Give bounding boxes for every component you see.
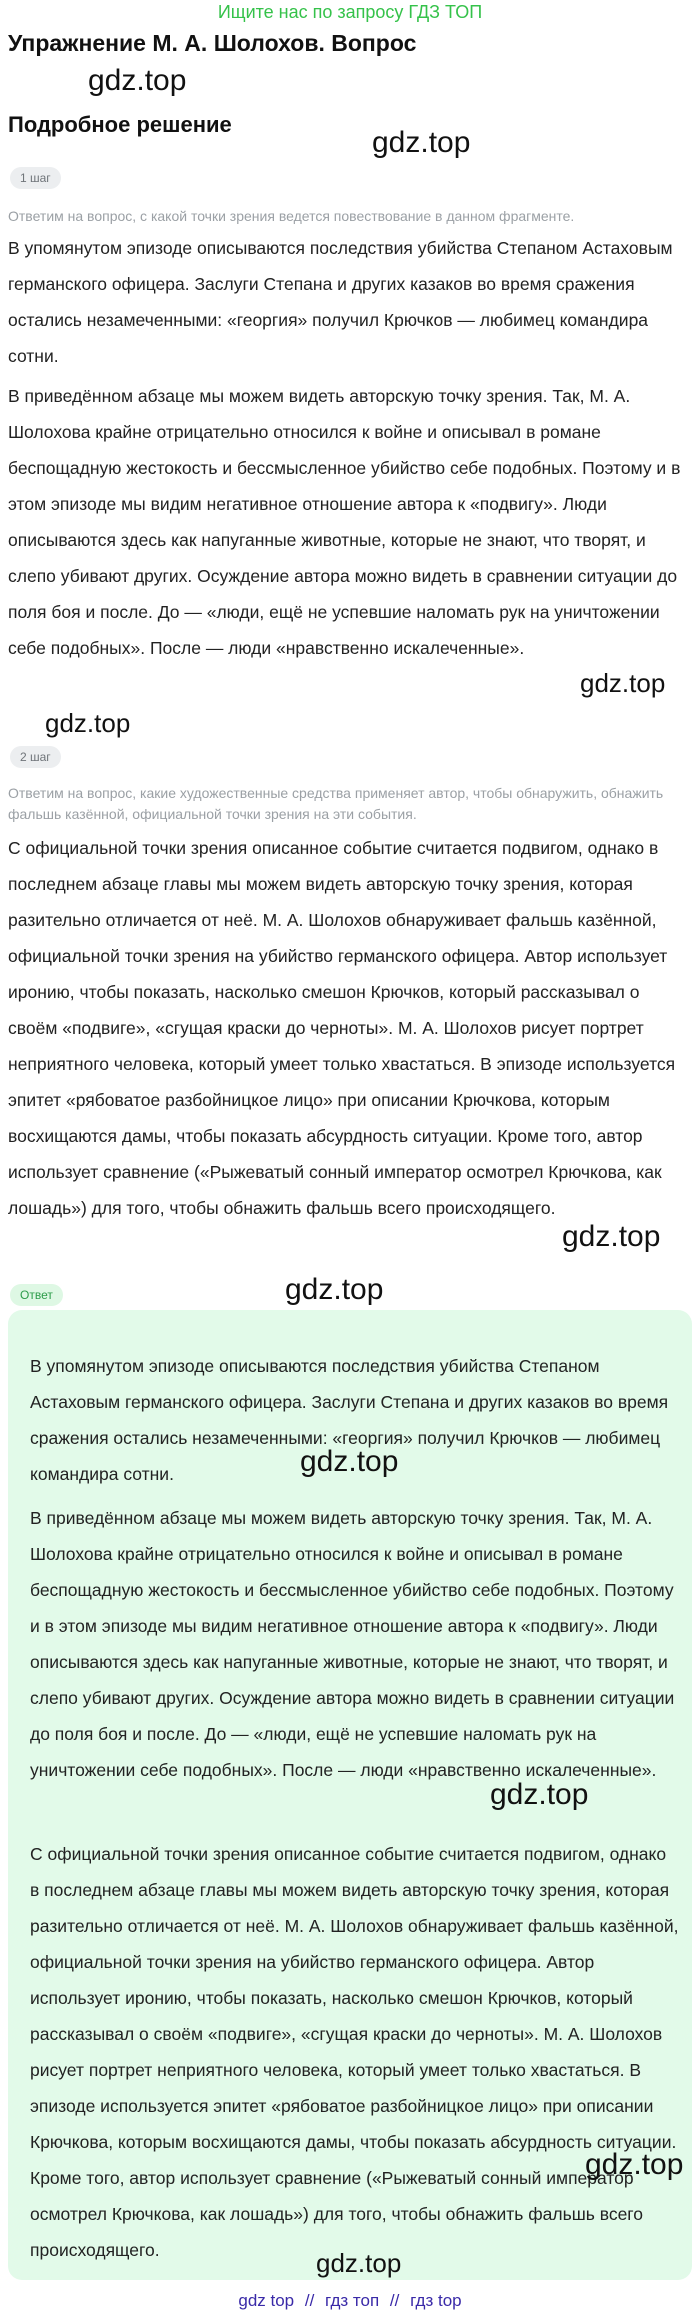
watermark: gdz.top — [372, 126, 471, 159]
section-heading: Подробное решение — [8, 112, 232, 137]
answer-paragraph: В приведённом абзаце мы можем видеть авторскую точку зрения. Так, М. А. Шолохова крайне отрицательно относился к войне и описывал в романе беспощадную жестокость и бессмысленное убийство себе подобных. Поэтому и в этом эпизоде мы видим негативное отношение автора к «подвигу». Люди описываются здесь как напуганные животные, которые не знают, что творят, и слепо убивают других. Осуждение автора можно видеть в сравнении ситуации до поля боя и после. До — «люди, ещё не успевшие наломать рук на уничтожении себе подобных». После — люди «нравственно искалеченные». — [30, 1508, 675, 1780]
watermark: gdz.top — [285, 1273, 384, 1306]
footer-link[interactable]: гдз топ — [325, 2291, 380, 2310]
watermark: gdz.top — [562, 1220, 661, 1253]
answer-badge: Ответ — [10, 1284, 63, 1306]
footer-link[interactable]: гдз top — [410, 2291, 462, 2310]
step-paragraph: В приведённом абзаце мы можем видеть авторскую точку зрения. Так, М. А. Шолохова крайне отрицательно относился к войне и описывал в романе беспощадную жестокость и бессмысленное убийство себе подобных. Поэтому и в этом эпизоде мы видим негативное отношение автора к «подвигу». Люди описываются здесь как напуганные животные, которые не знают, что творят, и слепо убивают других. Осуждение автора можно видеть в сравнении ситуации до поля боя и после. До — «люди, ещё не успевшие наломать рук на уничтожении себе подобных». После — люди «нравственно искалеченные». — [8, 386, 681, 658]
step-badge: 2 шаг — [10, 746, 61, 768]
watermark: gdz.top — [300, 1445, 399, 1478]
step-badge: 1 шаг — [10, 167, 61, 189]
step-question: Ответим на вопрос, с какой точки зрения ведется повествование в данном фрагменте. — [8, 208, 575, 224]
step-paragraph: В упомянутом эпизоде описываются последствия убийства Степаном Астаховым германского офицера. Заслуги Степана и других казаков во время сражения остались незамеченными: «георгия» получил Крючков — любимец командира сотни. — [8, 238, 673, 366]
search-banner: Ищите нас по запросу ГДЗ ТОП — [217, 2, 483, 22]
watermark: gdz.top — [580, 668, 666, 698]
watermark: gdz.top — [316, 2248, 402, 2278]
footer-separator: // — [389, 2291, 400, 2310]
step-paragraph: С официальной точки зрения описанное событие считается подвигом, однако в последнем абзаце главы мы можем видеть авторскую точку зрения, которая разительно отличается от неё. М. А. Шолохов обнаруживает фальшь казённой, официальной точки зрения на убийство германского офицера. Автор использует иронию, чтобы показать, насколько смешон Крючков, который рассказывал о своём «подвиге», «сгущая краски до черноты». М. А. Шолохов рисует портрет неприятного человека, который умеет только хвастаться. В эпизоде используется эпитет «рябоватое разбойницкое лицо» при описании Крючкова, которым восхищаются дамы, чтобы показать абсурдность ситуации. Кроме того, автор использует сравнение («Рыжеватый сонный император осмотрел Крючкова, как лошадь») для того, чтобы обнажить фальшь всего происходящего. — [8, 838, 676, 1218]
watermark: gdz.top — [585, 2148, 684, 2181]
answer-paragraph: В упомянутом эпизоде описываются последствия убийства Степаном Астаховым германского офицера. Заслуги Степана и других казаков во время сражения остались незамеченными: «георгия» получил Крючков — любимец командира сотни. — [30, 1356, 669, 1484]
footer-links — [0, 2291, 700, 2311]
watermark: gdz.top — [45, 708, 131, 738]
answer-paragraph: С официальной точки зрения описанное событие считается подвигом, однако в последнем абзаце главы мы можем видеть авторскую точку зрения, которая разительно отличается от неё. М. А. Шолохов обнаруживает фальшь казённой, официальной точки зрения на убийство германского офицера. Автор использует иронию, чтобы показать, насколько смешон Крючков, который рассказывал о своём «подвиге», «сгущая краски до черноты». М. А. Шолохов рисует портрет неприятного человека, который умеет только хвастаться. В эпизоде используется эпитет «рябоватое разбойницкое лицо» при описании Крючкова, которым восхищаются дамы, чтобы показать абсурдность ситуации. Кроме того, автор использует сравнение («Рыжеватый сонный император осмотрел Крючкова, как лошадь») для того, чтобы обнажить фальшь всего происходящего. — [30, 1844, 679, 2260]
page-title: Упражнение М. А. Шолохов. Вопрос — [8, 30, 417, 56]
footer-link[interactable]: gdz top — [238, 2291, 295, 2310]
step-question: Ответим на вопрос, какие художественные средства применяет автор, чтобы обнаружить, обнажить фальшь казённой, официальной точки зрения на эти события. — [8, 785, 664, 822]
watermark: gdz.top — [88, 64, 187, 97]
watermark: gdz.top — [490, 1778, 589, 1811]
footer-separator: // — [304, 2291, 315, 2310]
